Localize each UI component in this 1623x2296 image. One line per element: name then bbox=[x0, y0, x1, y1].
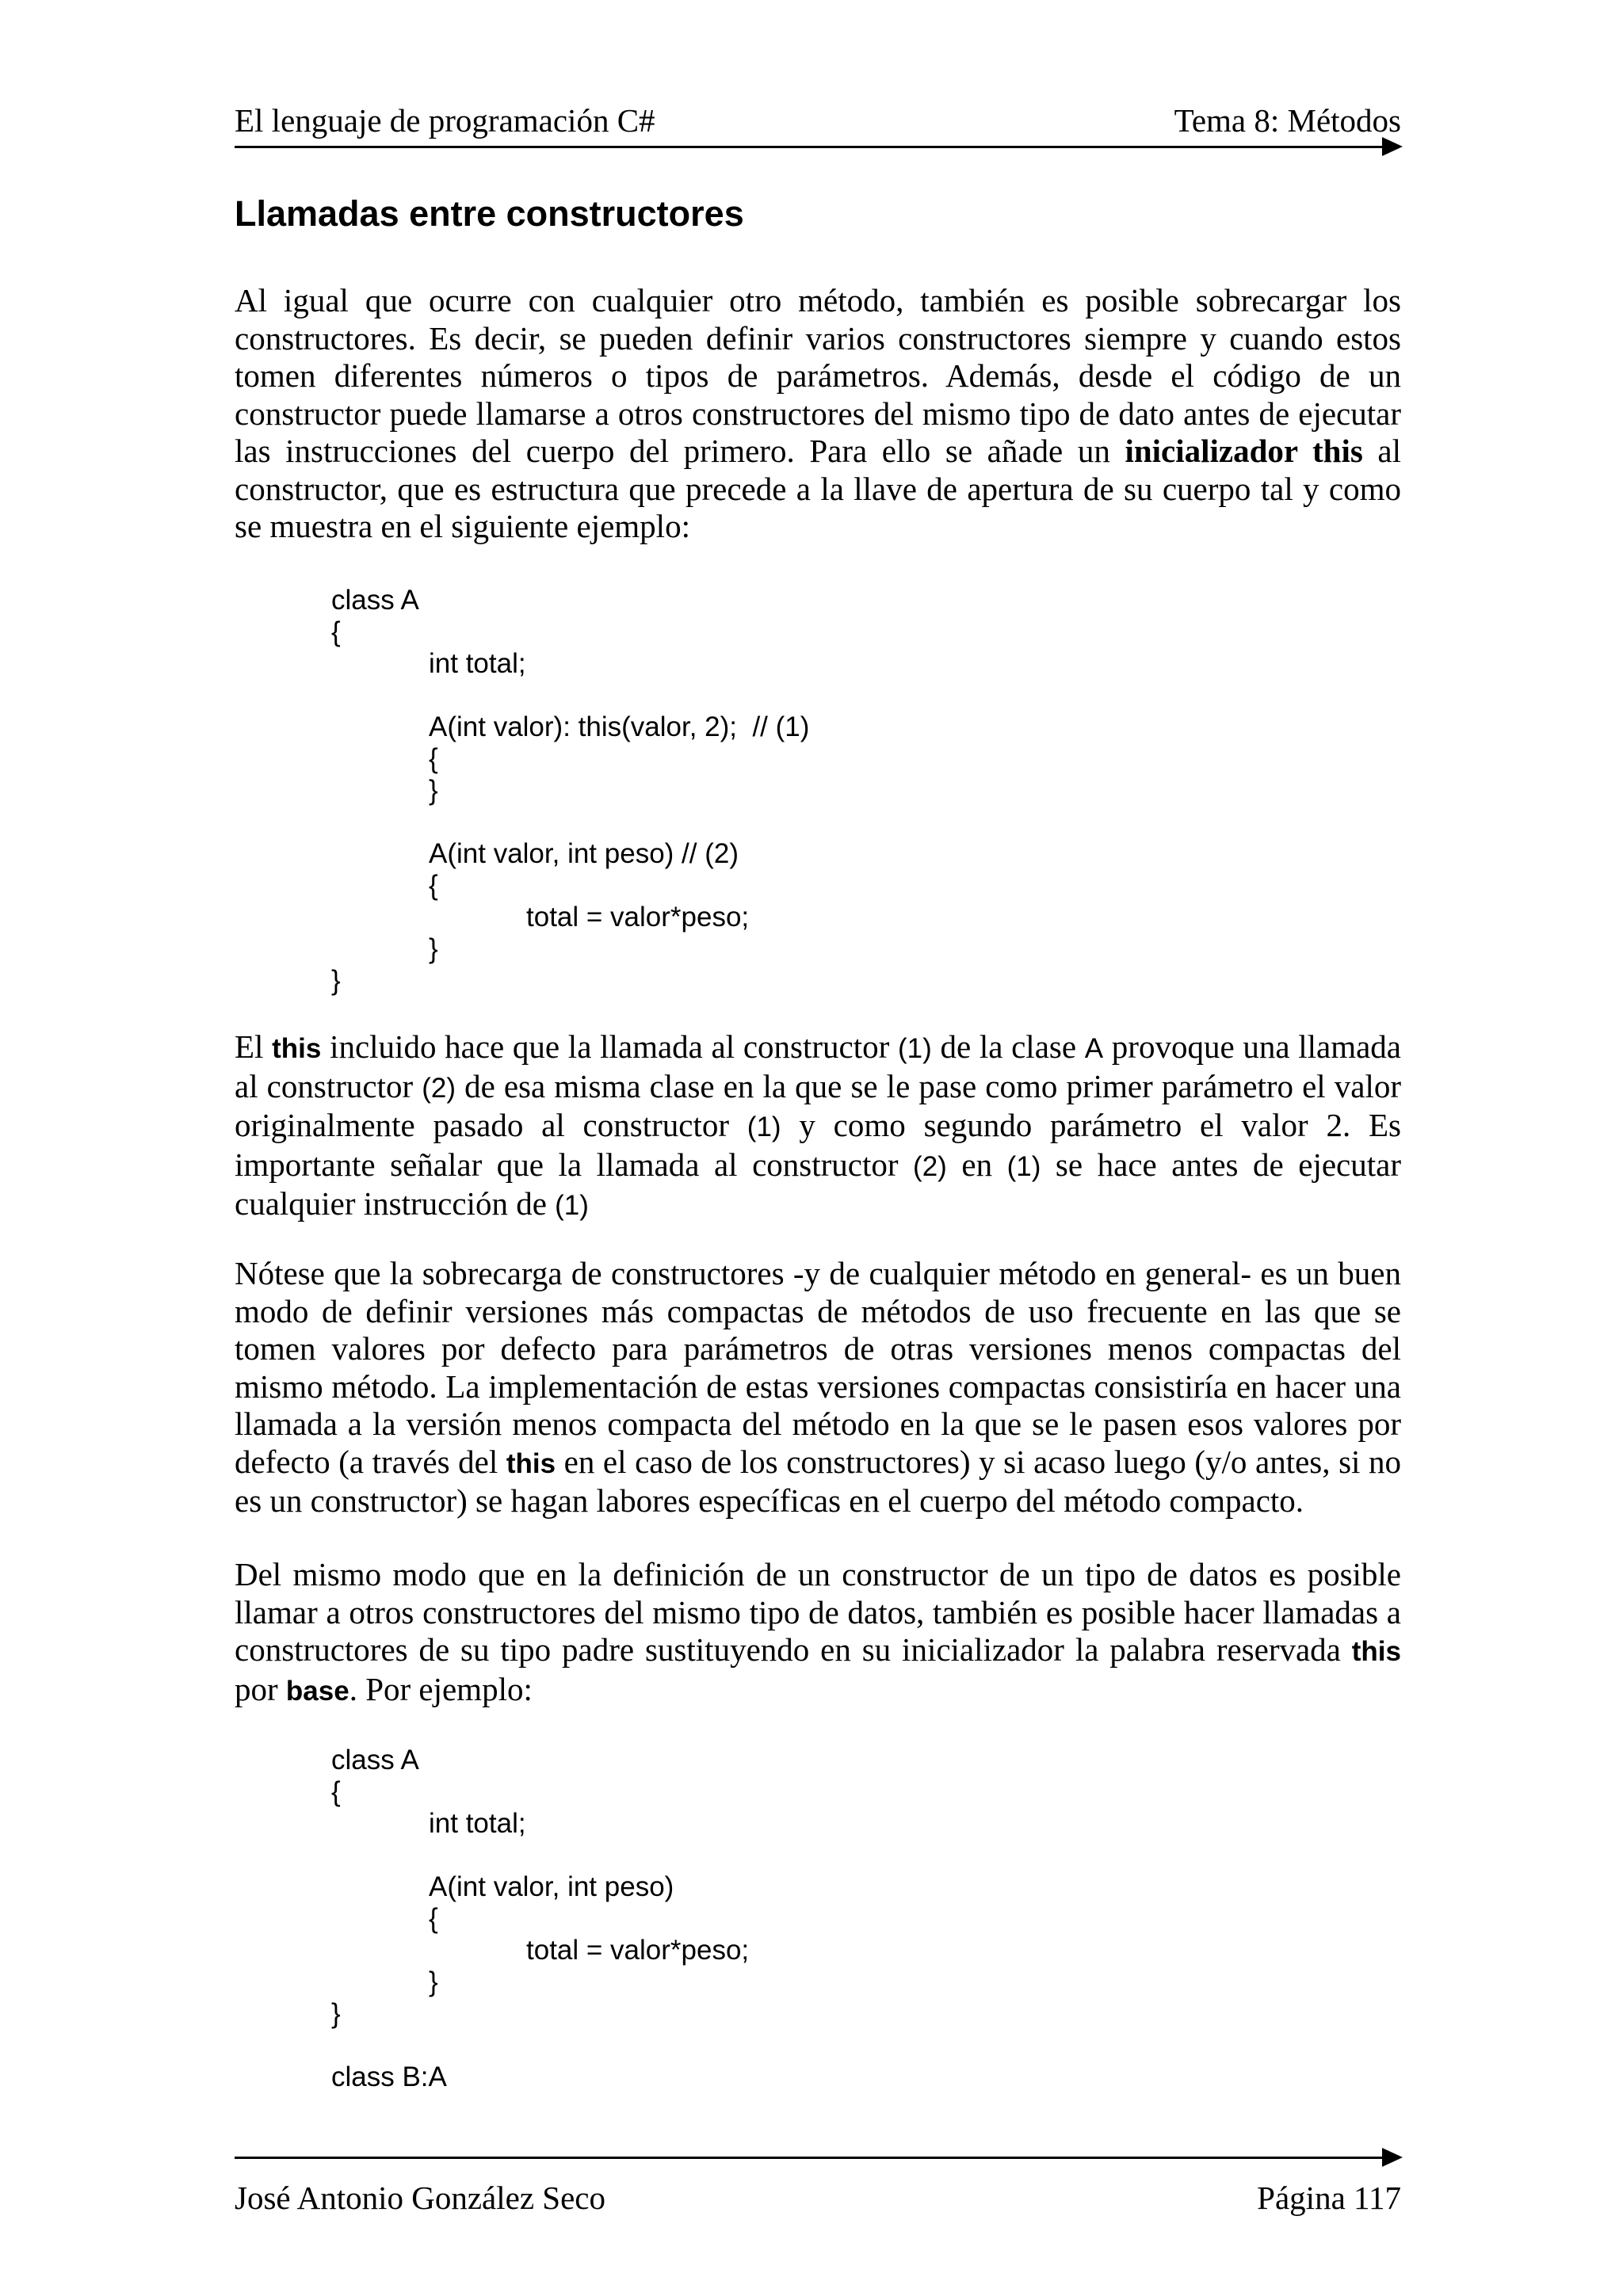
code-block-1 bbox=[331, 585, 809, 997]
text-run: por bbox=[235, 1670, 286, 1707]
text-run: provoque una llamada al constructor bbox=[235, 1028, 1402, 1104]
text-run: Al igual que ocurre con cualquier otro método, también es posible sobrecargar los constructores. Es decir, se pueden definir varios constructores siempre y cuando estos tomen diferentes números o tipos de parámetros. Además, desde el código de un constructor puede llamarse a otros constructores del mismo tipo de dato antes de ejecutar las instrucciones del cuerpo del primero. Para ello se añade un bbox=[235, 282, 1401, 469]
footer-author: José Antonio González Seco bbox=[235, 2180, 605, 2216]
code-line: int total; bbox=[429, 648, 526, 679]
code-line: } bbox=[429, 1966, 438, 1997]
text-run: Nótese que la sobrecarga de constructores -y de cualquier método en general- es un buen modo de definir versiones más compactas de métodos de uso frecuente en las que se tomen valores por defecto para parámetros de otras versiones menos compactas del mismo método. La implementación de estas versiones compactas consistiría en hacer una llamada a la versión menos compacta del método en la que se le pasen esos valores por defecto (a través del bbox=[235, 1255, 1401, 1480]
code-line: { bbox=[331, 1776, 341, 1807]
code-blank-line bbox=[331, 2030, 749, 2061]
code-line: class A bbox=[331, 1745, 419, 1775]
paragraph-intro bbox=[235, 282, 1401, 546]
code-ref: (2) bbox=[422, 1072, 456, 1104]
code-line: } bbox=[331, 1998, 341, 2029]
text-run: se hace antes de ejecutar cualquier instrucción de bbox=[235, 1146, 1401, 1222]
code-line: A(int valor): this(valor, 2); // (1) bbox=[429, 711, 810, 742]
footer-arrow-icon bbox=[1382, 2148, 1403, 2167]
code-line: { bbox=[429, 870, 438, 901]
code-line: class B:A bbox=[331, 2061, 447, 2092]
code-ref: (2) bbox=[913, 1150, 947, 1182]
code-line: class A bbox=[331, 585, 419, 616]
code-line: A(int valor, int peso) // (2) bbox=[429, 838, 739, 869]
code-line: A(int valor, int peso) bbox=[429, 1871, 674, 1902]
code-ref: (1) bbox=[747, 1112, 781, 1142]
text-run: y como segundo parámetro el valor 2. Es importante señalar que la llamada al constructor bbox=[235, 1107, 1401, 1183]
code-line: } bbox=[429, 775, 438, 806]
keyword: base bbox=[285, 1675, 349, 1707]
footer-page-number: Página 117 bbox=[1257, 2180, 1401, 2216]
code-line: int total; bbox=[429, 1808, 526, 1839]
keyword: this bbox=[272, 1033, 322, 1064]
text-run: de la clase bbox=[931, 1028, 1085, 1065]
code-blank-line bbox=[331, 680, 809, 711]
text-run: El bbox=[235, 1028, 273, 1065]
text-run: al constructor, que es estructura que precede a la llave de apertura de su cuerpo tal y como se muestra en el siguiente ejemplo: bbox=[235, 433, 1401, 544]
text-run: . Por ejemplo: bbox=[349, 1670, 533, 1707]
code-line: total = valor*peso; bbox=[526, 1935, 750, 1966]
header-book-title: El lenguaje de programación C# bbox=[235, 102, 655, 139]
page-footer bbox=[235, 2174, 1401, 2222]
section-title: Llamadas entre constructores bbox=[235, 193, 744, 234]
code-blank-line bbox=[331, 1840, 749, 1871]
code-line: } bbox=[331, 965, 341, 996]
paragraph-base bbox=[235, 1556, 1401, 1710]
text-run: de esa misma clase en la que se le pase como primer parámetro el valor originalmente pasado al constructor bbox=[235, 1067, 1401, 1143]
code-ref: (1) bbox=[897, 1033, 932, 1064]
text-run: en bbox=[946, 1146, 1007, 1183]
code-ref: A bbox=[1084, 1033, 1104, 1064]
code-block-2 bbox=[331, 1745, 749, 2093]
code-line: { bbox=[429, 1903, 438, 1934]
code-line: total = valor*peso; bbox=[526, 902, 750, 933]
text-run: en el caso de los constructores) y si acaso luego (y/o antes, si no es un constructor) se hagan labores específicas en el cuerpo del método compacto. bbox=[235, 1443, 1401, 1519]
header-arrow-icon bbox=[1382, 137, 1403, 156]
keyword: this bbox=[1351, 1636, 1401, 1667]
code-ref: (1) bbox=[1006, 1150, 1041, 1182]
header-rule bbox=[235, 146, 1392, 148]
code-line: { bbox=[429, 743, 438, 774]
keyword: this bbox=[506, 1447, 556, 1479]
text-run: incluido hace que la llamada al constructor bbox=[321, 1028, 898, 1065]
code-ref: (1) bbox=[555, 1190, 589, 1221]
paragraph-this-explanation bbox=[235, 1028, 1401, 1225]
code-blank-line bbox=[331, 807, 809, 838]
code-line: } bbox=[429, 933, 438, 964]
header-chapter: Tema 8: Métodos bbox=[1174, 102, 1401, 139]
footer-rule bbox=[235, 2157, 1392, 2159]
bold-term: inicializador this bbox=[1125, 433, 1363, 469]
paragraph-overloading bbox=[235, 1255, 1401, 1520]
page-header bbox=[235, 97, 1401, 144]
code-line: { bbox=[331, 616, 341, 647]
text-run: Del mismo modo que en la definición de un constructor de un tipo de datos es posible llamar a otros constructores del mismo tipo de datos, también es posible hacer llamadas a constructores de su tipo padre sustituyendo en su inicializador la palabra reservada bbox=[235, 1556, 1401, 1668]
